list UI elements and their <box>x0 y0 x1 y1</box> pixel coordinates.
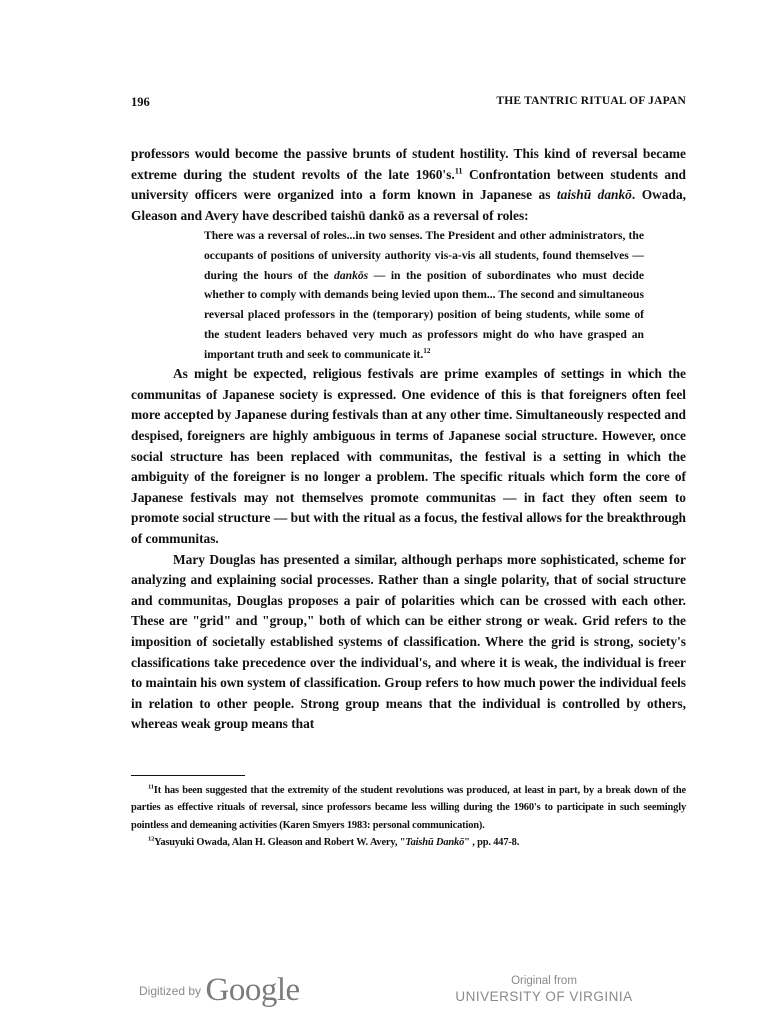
page-number: 196 <box>131 95 150 109</box>
original-from-label: Original from <box>511 975 577 987</box>
paragraph-1 <box>131 144 686 226</box>
japanese-term: taishū dankō <box>556 187 632 203</box>
footnote-number: 12 <box>148 835 155 843</box>
quote-text-b: — in the position of subordinates who must decide whether to comply with demands being levied upon them... The second and simultaneous reversal placed professors in the (temporary) position of being students, while some of the student leaders behaved very much as professors might do who have grasped an important truth and seek to communicate it. <box>204 268 644 361</box>
footnote-rule <box>131 775 245 776</box>
paragraph-1-text-b: Confrontation between students and university officers were organized into a form known in Japanese as <box>131 166 686 203</box>
footnote-number: 11 <box>148 783 154 791</box>
footnote-text: It has been suggested that the extremity of the student revolutions was produced, at least in part, by a break down of the parties as effective rituals of reversal, since professors became less willing during the 1960's to participate in such seemingly pointless and demeaning activities (Karen Smyers 1983: personal communication). <box>131 785 686 831</box>
paragraph-2: As might be expected, religious festivals are prime examples of settings in which the communitas of Japanese society is expressed. One evidence of this is that foreigners often feel more accepted by Japanese during festivals than at any other time. Simultaneously respected and despised, foreigners are highly ambiguous in terms of Japanese social structure. However, once social structure has been replaced with communitas, the festival is a setting in which the ambiguity of the foreigner is no longer a problem. The specific rituals which form the core of Japanese festivals may not themselves promote communitas — in fact they often seem to promote social structure — but with the ritual as a focus, the festival allows for the breakthrough of communitas. <box>131 366 686 547</box>
digitized-by-watermark <box>139 972 300 1009</box>
cited-title: Taishū Dankō <box>405 837 465 849</box>
body-text <box>131 144 686 735</box>
digitized-by-label: Digitized by <box>139 984 202 998</box>
running-title: THE TANTRIC RITUAL OF JAPAN <box>496 95 686 107</box>
block-quote <box>204 226 644 364</box>
footnotes <box>131 782 686 852</box>
footnote-12 <box>131 834 686 851</box>
original-from-watermark <box>452 975 636 1004</box>
footnote-text-end: " , pp. 447-8. <box>464 837 520 849</box>
google-logo: Google <box>205 972 300 1008</box>
footnote-11 <box>131 782 686 834</box>
footnote-ref-11: 11 <box>454 166 463 176</box>
footnote-ref-12: 12 <box>423 346 431 355</box>
footnote-text: Yasuyuki Owada, Alan H. Gleason and Robert W. Avery, " <box>154 837 406 849</box>
university-label: UNIVERSITY OF VIRGINIA <box>455 989 633 1004</box>
paragraph-1-text-a: professors would become the passive brunts of student hostility. This kind of reversal became extreme during the student revolts of the late 1960's. <box>131 146 686 182</box>
quote-text-a: There was a reversal of roles...in two senses. The President and other administrators, the occupants of positions of university authority vis-a-vis all students, found themselves — during the hours of the <box>204 229 644 282</box>
paragraph-3: Mary Douglas has presented a similar, although perhaps more sophisticated, scheme for analyzing and explaining social processes. Rather than a single polarity, that of social structure and communitas, Douglas proposes a pair of polarities which can be crossed with each other. These are "grid" and "group," both of which can be either strong or weak. Grid refers to the imposition of societally established systems of classification. Where the grid is strong, society's classifications take precedence over the individual's, and where it is weak, the individual is freer to maintain his own system of classification. Group refers to how much power the individual feels in relation to other people. Strong group means that the individual is controlled by others, whereas weak group means that <box>131 551 686 732</box>
paragraph-1-text-c: . Owada, Gleason and Avery have described taishū dankō as a reversal of roles: <box>131 187 686 223</box>
quote-term: dankōs <box>334 268 369 282</box>
